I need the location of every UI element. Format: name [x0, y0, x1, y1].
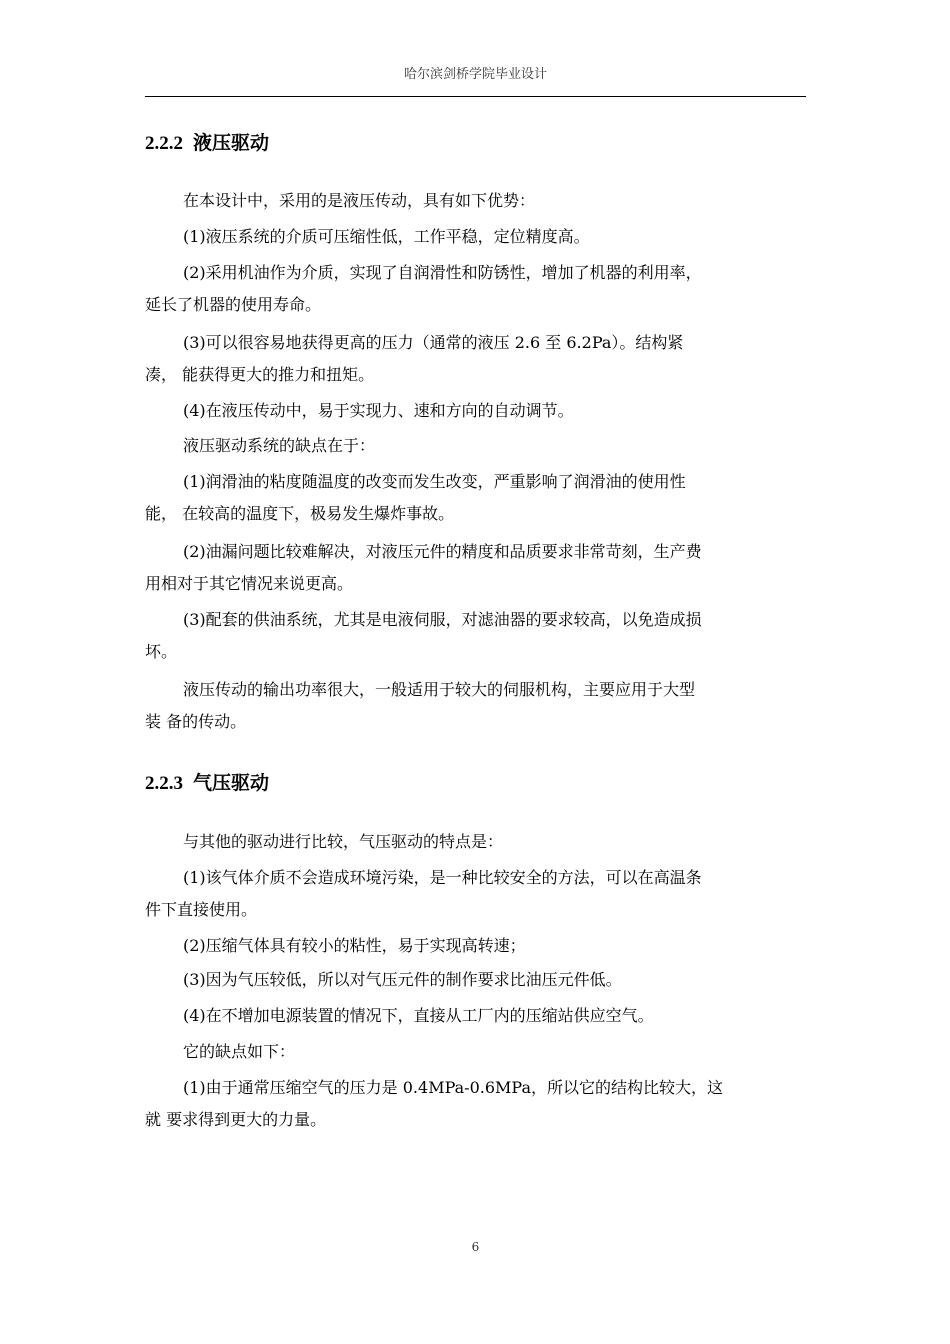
paragraph-pneumatic-f4: (4)在不增加电源装置的情况下，直接从工厂内的压缩站供应空气。 — [183, 1006, 654, 1025]
paragraph-hydraulic-intro: 在本设计中，采用的是液压传动，具有如下优势： — [183, 191, 536, 210]
paragraph-hydraulic-dis3: (3)配套的供油系统，尤其是电液伺服，对滤油器的要求较高，以免造成损 坏。 — [145, 610, 702, 661]
paragraph-pneumatic-f2: (2)压缩气体具有较小的粘性，易于实现高转速； — [183, 936, 526, 955]
page-number: 6 — [471, 1240, 480, 1254]
section-title: 气压驱动 — [193, 772, 270, 794]
paragraph-pneumatic-dis1: (1)由于通常压缩空气的压力是 0.4MPa-0.6MPa，所以它的结构比较大，这 就 要求得到更大的力量。 — [145, 1078, 723, 1129]
paragraph-pneumatic-disadvantages-intro: 它的缺点如下： — [183, 1042, 296, 1061]
paragraph-pneumatic-intro: 与其他的驱动进行比较，气压驱动的特点是： — [183, 832, 504, 851]
section-heading-2-2-2 — [145, 128, 269, 155]
paragraph-hydraulic-summary: 液压传动的输出功率很大，一般适用于较大的伺服机构，主要应用于大型 装 备的传动。 — [145, 680, 696, 731]
section-number: 2.2.3 — [145, 773, 183, 794]
paragraph-hydraulic-adv3: (3)可以很容易地获得更高的压力（通常的液压 2.6 至 6.2Pa）。结构紧 凑， 能获得更大的推力和扭矩。 — [145, 333, 684, 384]
paragraph-hydraulic-dis2: (2)油漏问题比较难解决，对液压元件的精度和品质要求非常苛刻，生产费 用相对于其它情况来说更高。 — [145, 542, 702, 593]
paragraph-hydraulic-adv2: (2)采用机油作为介质，实现了自润滑性和防锈性，增加了机器的利用率， 延长了机器的使用寿命。 — [145, 263, 702, 314]
paragraph-pneumatic-f1: (1)该气体介质不会造成环境污染，是一种比较安全的方法，可以在高温条 件下直接使用。 — [145, 868, 702, 919]
page-header: 哈尔滨剑桥学院毕业设计 — [403, 67, 547, 82]
paragraph-pneumatic-f3: (3)因为气压较低，所以对气压元件的制作要求比油压元件低。 — [183, 970, 622, 989]
section-number: 2.2.2 — [145, 133, 183, 154]
paragraph-hydraulic-adv4: (4)在液压传动中，易于实现力、速和方向的自动调节。 — [183, 401, 574, 420]
paragraph-hydraulic-disadvantages-intro: 液压驱动系统的缺点在于： — [183, 436, 376, 455]
paragraph-hydraulic-dis1: (1)润滑油的粘度随温度的改变而发生改变，严重影响了润滑油的使用性 能， 在较高的温度下，极易发生爆炸事故。 — [145, 472, 686, 523]
section-title: 液压驱动 — [193, 132, 270, 154]
paragraph-hydraulic-adv1: (1)液压系统的介质可压缩性低，工作平稳，定位精度高。 — [183, 227, 590, 246]
header-divider — [145, 96, 806, 97]
section-heading-2-2-3 — [145, 768, 269, 795]
